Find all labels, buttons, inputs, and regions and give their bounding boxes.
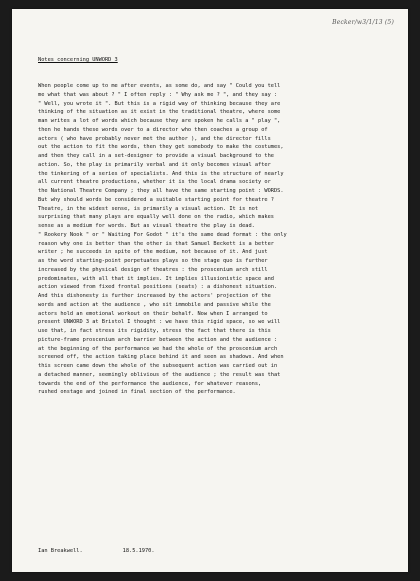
document-page xyxy=(12,9,408,572)
body-line: action. So, the play is primarily verbal and it only becomes visual after xyxy=(38,161,271,168)
body-line: at the beginning of the performance we had the whole of the proscenium arch xyxy=(38,345,278,352)
body-line: towards the end of the performance the audience, for whatever reasons, xyxy=(38,380,262,387)
body-line: and then they call in a set-designer to provide a visual background to the xyxy=(38,153,274,159)
body-line: When people come up to me after events, as some do, and say " Could you tell xyxy=(38,83,281,89)
body-line: rushed onstage and joined in final section of the performance. xyxy=(38,389,236,396)
body-line: the National Theatre Company ; they all have the same starting point : WORDS. xyxy=(38,188,284,194)
body-line: action viewed from fixed frontal positions (seats) : a dishonest situation. xyxy=(38,284,278,291)
document-date: 18.5.1970. xyxy=(122,548,155,554)
body-line: me what that was about ? " I often reply : " Why ask me ? ", and they say : xyxy=(38,91,278,98)
body-line: a detached manner, seemingly oblivious of the audience ; the result was that xyxy=(38,371,281,378)
body-line: Theatre, in the widest sense, is primarily a visual action. It is not xyxy=(38,205,259,212)
body-line: And this dishonesty is further increased by the actors' projection of the xyxy=(38,293,271,299)
body-line: sense as a medium for words. But as visual theatre the play is dead. xyxy=(38,223,255,229)
body-line: present UNWORD 3 at Bristol I thought : we have this rigid space, so we will xyxy=(38,319,281,326)
author-name: Ian Breakwell. xyxy=(38,548,83,554)
body-line: man writes a lot of words which because they are spoken he calls a " play ", xyxy=(38,118,281,124)
body-line: words and action at the audience , who sit immobile and passive while the xyxy=(38,301,271,308)
body-line: screened off, the action taking place behind it and seen as shadows. And when xyxy=(38,354,284,361)
body-line: then he hands these words over to a director who then coaches a group of xyxy=(38,126,268,133)
body-line: actors hold an emotional workout on their behalf. Now when I arranged to xyxy=(38,310,268,317)
body-line: But why should words be considered a suitable starting point for theatre ? xyxy=(38,196,274,203)
document-title: Notes concerning UNWORD 3 xyxy=(38,57,118,63)
body-line: writer ; he succeeds in spite of the medium, not because of it. And just xyxy=(38,249,268,256)
body-line: " Well, you wrote it ". But this is a rigid way of thinking because they are xyxy=(38,100,281,107)
document-body xyxy=(38,82,390,397)
body-line: thinking of the situation as it exist in the traditional theatre, where some xyxy=(38,109,281,116)
body-line: the tinkering of a series of specialists. And this is the structure of nearly xyxy=(38,170,284,177)
body-line: increased by the physical design of theatres : the proscenium arch still xyxy=(38,266,268,273)
body-line: use that, in fact stress its rigidity, stress the fact that there is this xyxy=(38,328,271,334)
archive-reference: Becker/w3/1/13 (5) xyxy=(332,19,394,26)
body-line: out the action to fit the words, then they get somebody to make the costumes, xyxy=(38,144,284,151)
body-line: picture-frame proscenium arch barrier between the action and the audience : xyxy=(38,336,278,343)
body-line: as the word starting-point perpetuates plays so the stage quo is further xyxy=(38,258,268,264)
body-line: predominates, with all that it implies. It implies illusionistic space and xyxy=(38,275,274,282)
body-line: all current theatre productions, whether it is the local drama society or xyxy=(38,179,271,186)
body-line: reason why one is better than the other is that Samuel Beckett is a better xyxy=(38,240,274,247)
body-line: this screen came down the whole of the subsequent action was carried out in xyxy=(38,363,278,369)
body-line: surprising that many plays are equally well done on the radio, which makes xyxy=(38,214,274,221)
signature-block xyxy=(38,548,155,554)
body-line: " Rookery Nook " or " Waiting For Godot " it's the same dead format : the only xyxy=(38,231,287,238)
body-line: actors ( who have probably never met the author ), and the director fills xyxy=(38,135,271,142)
